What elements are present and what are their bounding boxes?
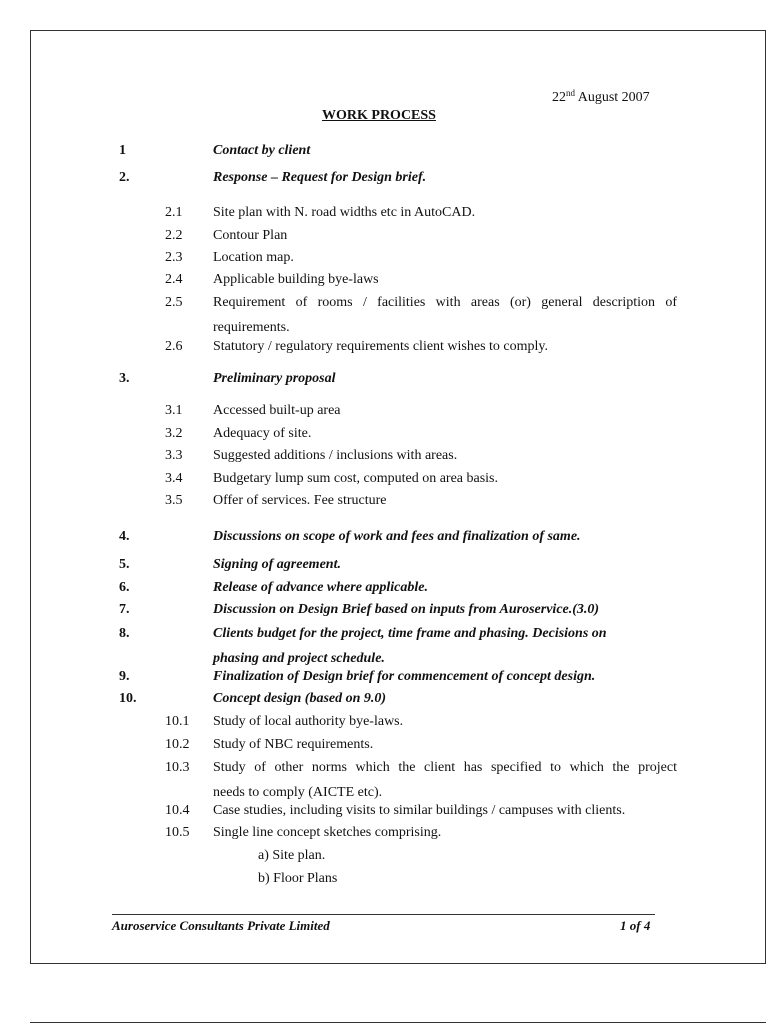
item-text: Adequacy of site. [213, 426, 312, 441]
section-heading: Signing of agreement. [213, 557, 341, 572]
section-number: 3. [119, 371, 130, 386]
item-number: 10.3 [165, 760, 190, 775]
section-heading: Clients budget for the project, time frame and phasing. Decisions on [213, 626, 607, 641]
section-heading: Preliminary proposal [213, 371, 336, 386]
section-heading: Discussion on Design Brief based on inputs from Auroservice.(3.0) [213, 602, 600, 617]
section-heading: Release of advance where applicable. [213, 580, 429, 595]
item-text: Study of NBC requirements. [213, 737, 374, 752]
item-text: Study of local authority bye-laws. [213, 714, 404, 729]
item-text: Contour Plan [213, 228, 288, 243]
item-number: 3.2 [165, 426, 183, 441]
section-number: 2. [119, 170, 130, 185]
item-number: 3.5 [165, 493, 183, 508]
item-text: Case studies, including visits to similar buildings / campuses with clients. [213, 803, 626, 818]
footer-page-number: 1 of 4 [620, 918, 651, 933]
footer-company: Auroservice Consultants Private Limited [112, 918, 330, 933]
item-number: 10.4 [165, 803, 190, 818]
item-text: Single line concept sketches comprising. [213, 825, 442, 840]
page-title: WORK PROCESS [322, 108, 436, 123]
item-text: Budgetary lump sum cost, computed on area basis. [213, 471, 498, 486]
sub-item: b) Floor Plans [258, 871, 338, 886]
item-number: 2.5 [165, 295, 183, 310]
document-date: 22nd August 2007 [552, 88, 650, 105]
section-number: 6. [119, 580, 130, 595]
section-number: 5. [119, 557, 130, 572]
sub-item: a) Site plan. [258, 848, 326, 863]
item-text: Site plan with N. road widths etc in AutoCAD. [213, 205, 476, 220]
item-text: Suggested additions / inclusions with areas. [213, 448, 458, 463]
item-number: 10.5 [165, 825, 190, 840]
item-text: Requirement of rooms / facilities with areas (or) general description of [213, 295, 677, 310]
item-text: Study of other norms which the client has specified to which the project [213, 760, 677, 775]
section-number: 10. [119, 691, 137, 706]
section-number: 9. [119, 669, 130, 684]
item-text: Accessed built-up area [213, 403, 341, 418]
item-number: 2.3 [165, 250, 183, 265]
next-page-edge [30, 1022, 766, 1023]
item-text-continued: needs to comply (AICTE etc). [213, 785, 383, 800]
section-number: 8. [119, 626, 130, 641]
item-number: 2.2 [165, 228, 183, 243]
item-number: 3.1 [165, 403, 183, 418]
item-text: Applicable building bye-laws [213, 272, 379, 287]
section-number: 7. [119, 602, 130, 617]
item-number: 2.1 [165, 205, 183, 220]
item-text: Statutory / regulatory requirements client wishes to comply. [213, 339, 549, 354]
section-number: 1 [119, 143, 126, 158]
item-text: Offer of services. Fee structure [213, 493, 387, 508]
section-heading: Contact by client [213, 143, 311, 158]
item-number: 2.6 [165, 339, 183, 354]
item-number: 10.2 [165, 737, 190, 752]
item-text-continued: requirements. [213, 320, 290, 335]
item-number: 10.1 [165, 714, 190, 729]
item-text: Location map. [213, 250, 294, 265]
section-heading-continued: phasing and project schedule. [213, 651, 385, 666]
section-heading: Concept design (based on 9.0) [213, 691, 387, 706]
item-number: 3.4 [165, 471, 183, 486]
section-number: 4. [119, 529, 130, 544]
footer-rule [112, 914, 655, 915]
section-heading: Finalization of Design brief for commencement of concept design. [213, 669, 596, 684]
item-number: 3.3 [165, 448, 183, 463]
section-heading: Response – Request for Design brief. [213, 170, 427, 185]
section-heading: Discussions on scope of work and fees and finalization of same. [213, 529, 581, 544]
item-number: 2.4 [165, 272, 183, 287]
